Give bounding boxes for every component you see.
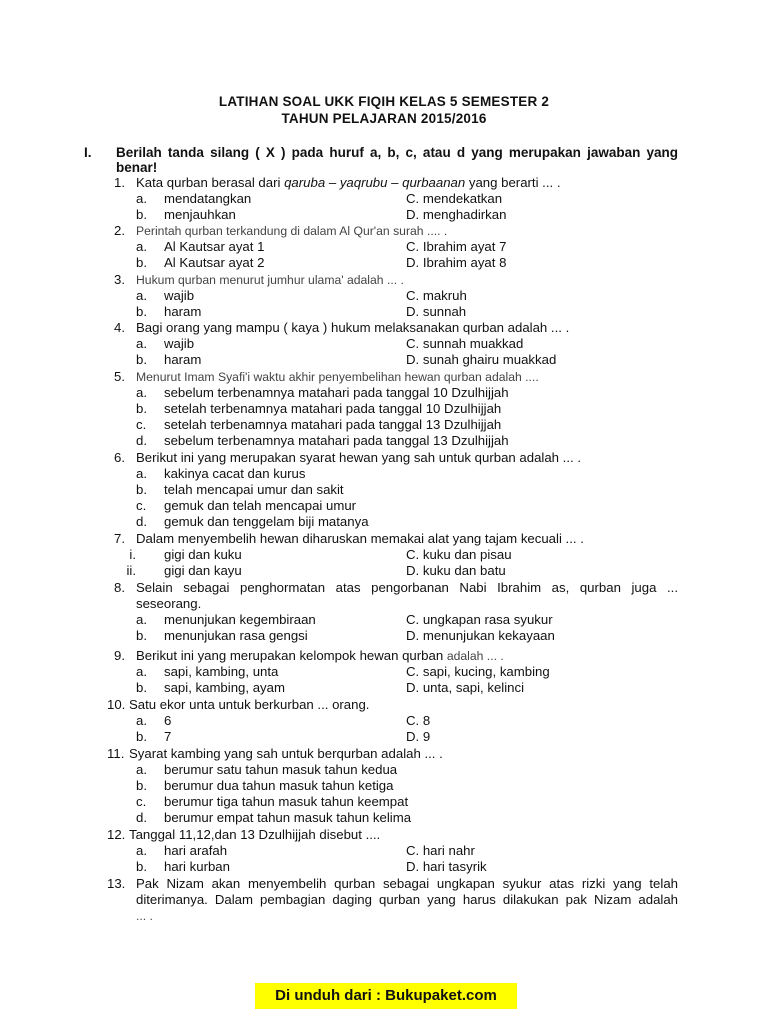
option-d: D. hari tasyrik: [406, 859, 487, 874]
question-text: Tanggal 11,12,dan 13 Dzulhijjah disebut ....: [129, 827, 381, 842]
option-letter: a.: [136, 612, 147, 627]
question-text: Hukum qurban menurut jumhur ulama' adalah ... .: [136, 273, 404, 287]
option-letter: b.: [136, 352, 147, 367]
option-c: C. 8: [406, 713, 431, 728]
option-b: haram: [164, 304, 202, 319]
option-c: setelah terbenamnya matahari pada tanggal 13 Dzulhijjah: [164, 417, 502, 432]
option-c: C. sunnah muakkad: [406, 336, 524, 351]
download-source-banner: Di unduh dari : Bukupaket.com: [255, 983, 517, 1009]
option-c: C. ungkapan rasa syukur: [406, 612, 553, 627]
option-letter: b.: [136, 680, 147, 695]
option-letter: a.: [136, 762, 147, 777]
option-b: berumur dua tahun masuk tahun ketiga: [164, 778, 394, 793]
option-d: D. menunjukan kekayaan: [406, 628, 555, 643]
question-text: Dalam menyembelih hewan diharuskan memakai alat yang tajam kecuali ... .: [136, 531, 584, 546]
page-subtitle: TAHUN PELAJARAN 2015/2016: [281, 111, 487, 126]
option-d: D. menghadirkan: [406, 207, 507, 222]
option-letter: c.: [136, 417, 147, 432]
question-text: Pak Nizam akan menyembelih qurban sebagai ungkapan syukur atas rizki yang telah: [136, 876, 678, 891]
question-number: 10.: [107, 697, 126, 712]
option-letter: d.: [136, 514, 147, 529]
question-text: Syarat kambing yang sah untuk berqurban adalah ... .: [129, 746, 443, 761]
option-b: setelah terbenamnya matahari pada tanggal 10 Dzulhijjah: [164, 401, 502, 416]
option-letter: i.: [129, 547, 136, 562]
section-number: I.: [84, 145, 92, 160]
option-letter: b.: [136, 482, 147, 497]
option-a: berumur satu tahun masuk tahun kedua: [164, 762, 398, 777]
question-text: Bagi orang yang mampu ( kaya ) hukum melaksanakan qurban adalah ... .: [136, 320, 570, 335]
section-instruction-cont: benar!: [116, 160, 158, 175]
question-text: Kata qurban berasal dari qaruba – yaqrubu – qurbaanan yang berarti ... .: [136, 175, 561, 190]
question-text-cont: diterimanya. Dalam pembagian daging qurban yang harus dilakukan pak Nizam adalah: [136, 892, 678, 907]
question-text: Berikut ini yang merupakan syarat hewan yang sah untuk qurban adalah ... .: [136, 450, 581, 465]
option-letter: b.: [136, 255, 147, 270]
option-c: berumur tiga tahun masuk tahun keempat: [164, 794, 409, 809]
option-b: sapi, kambing, ayam: [164, 680, 285, 695]
option-ii: gigi dan kayu: [164, 563, 242, 578]
option-letter: a.: [136, 713, 147, 728]
option-letter: a.: [136, 191, 147, 206]
question-number: 1.: [114, 175, 125, 190]
option-letter: a.: [136, 288, 147, 303]
option-i: gigi dan kuku: [164, 547, 242, 562]
option-d: sebelum terbenamnya matahari pada tanggal 13 Dzulhijjah: [164, 433, 509, 448]
option-b: telah mencapai umur dan sakit: [164, 482, 344, 497]
option-d: gemuk dan tenggelam biji matanya: [164, 514, 369, 529]
option-d: D. sunnah: [406, 304, 467, 319]
question-number: 13.: [107, 876, 126, 891]
question-text-ellipsis: ... .: [136, 909, 153, 923]
option-letter: c.: [136, 794, 147, 809]
option-c: gemuk dan telah mencapai umur: [164, 498, 357, 513]
option-b: hari kurban: [164, 859, 230, 874]
question-number: 7.: [114, 531, 125, 546]
page-title: LATIHAN SOAL UKK FIQIH KELAS 5 SEMESTER 2: [218, 94, 550, 109]
question-number: 8.: [114, 580, 125, 595]
question-number: 3.: [114, 272, 125, 287]
option-letter: c.: [136, 498, 147, 513]
option-c: C. makruh: [406, 288, 467, 303]
question-text-cont: seseorang.: [136, 596, 202, 611]
option-d: berumur empat tahun masuk tahun kelima: [164, 810, 412, 825]
option-d: D. sunah ghairu muakkad: [406, 352, 557, 367]
option-a: wajib: [164, 288, 195, 303]
option-a: 6: [164, 713, 172, 728]
option-d: D. Ibrahim ayat 8: [406, 255, 507, 270]
option-letter: ii.: [126, 563, 136, 578]
option-letter: b.: [136, 778, 147, 793]
option-letter: a.: [136, 664, 147, 679]
option-letter: d.: [136, 433, 147, 448]
question-number: 9.: [114, 648, 125, 663]
question-number: 11.: [107, 746, 125, 761]
option-c: C. hari nahr: [406, 843, 475, 858]
option-letter: b.: [136, 729, 147, 744]
option-c: C. Ibrahim ayat 7: [406, 239, 507, 254]
option-letter: a.: [136, 336, 147, 351]
option-a: mendatangkan: [164, 191, 252, 206]
option-b: haram: [164, 352, 202, 367]
option-a: hari arafah: [164, 843, 228, 858]
question-text: Menurut Imam Syafi'i waktu akhir penyembelihan hewan qurban adalah ....: [136, 370, 539, 384]
question-number: 2.: [114, 223, 125, 238]
option-a: sapi, kambing, unta: [164, 664, 279, 679]
option-letter: a.: [136, 843, 147, 858]
option-letter: a.: [136, 385, 147, 400]
question-text: Selain sebagai penghormatan atas pengorbanan Nabi Ibrahim as, qurban juga ...: [136, 580, 678, 595]
question-number: 12.: [107, 827, 126, 842]
option-a: sebelum terbenamnya matahari pada tanggal 10 Dzulhijjah: [164, 385, 509, 400]
option-letter: d.: [136, 810, 147, 825]
option-a: kakinya cacat dan kurus: [164, 466, 306, 481]
option-letter: a.: [136, 239, 147, 254]
question-number: 6.: [114, 450, 125, 465]
question-text: Perintah qurban terkandung di dalam Al Qur'an surah .... .: [136, 224, 448, 238]
question-number: 4.: [114, 320, 125, 335]
section-instruction: Berilah tanda silang ( X ) pada huruf a, b, c, atau d yang merupakan jawaban yang: [116, 145, 678, 160]
option-a: menunjukan kegembiraan: [164, 612, 316, 627]
option-c: C. mendekatkan: [406, 191, 503, 206]
option-letter: b.: [136, 304, 147, 319]
option-d: D. kuku dan batu: [406, 563, 506, 578]
option-letter: b.: [136, 628, 147, 643]
option-letter: b.: [136, 207, 147, 222]
option-letter: b.: [136, 401, 147, 416]
option-d: D. unta, sapi, kelinci: [406, 680, 525, 695]
option-d: D. 9: [406, 729, 431, 744]
option-b: Al Kautsar ayat 2: [164, 255, 265, 270]
question-text: Berikut ini yang merupakan kelompok hewan qurban adalah ... .: [136, 648, 504, 663]
option-b: menunjukan rasa gengsi: [164, 628, 308, 643]
question-number: 5.: [114, 369, 125, 384]
option-a: Al Kautsar ayat 1: [164, 239, 265, 254]
question-text: Satu ekor unta untuk berkurban ... orang.: [129, 697, 370, 712]
option-c: C. kuku dan pisau: [406, 547, 512, 562]
option-a: wajib: [164, 336, 195, 351]
option-b: menjauhkan: [164, 207, 236, 222]
option-letter: a.: [136, 466, 147, 481]
option-letter: b.: [136, 859, 147, 874]
option-b: 7: [164, 729, 172, 744]
option-c: C. sapi, kucing, kambing: [406, 664, 550, 679]
